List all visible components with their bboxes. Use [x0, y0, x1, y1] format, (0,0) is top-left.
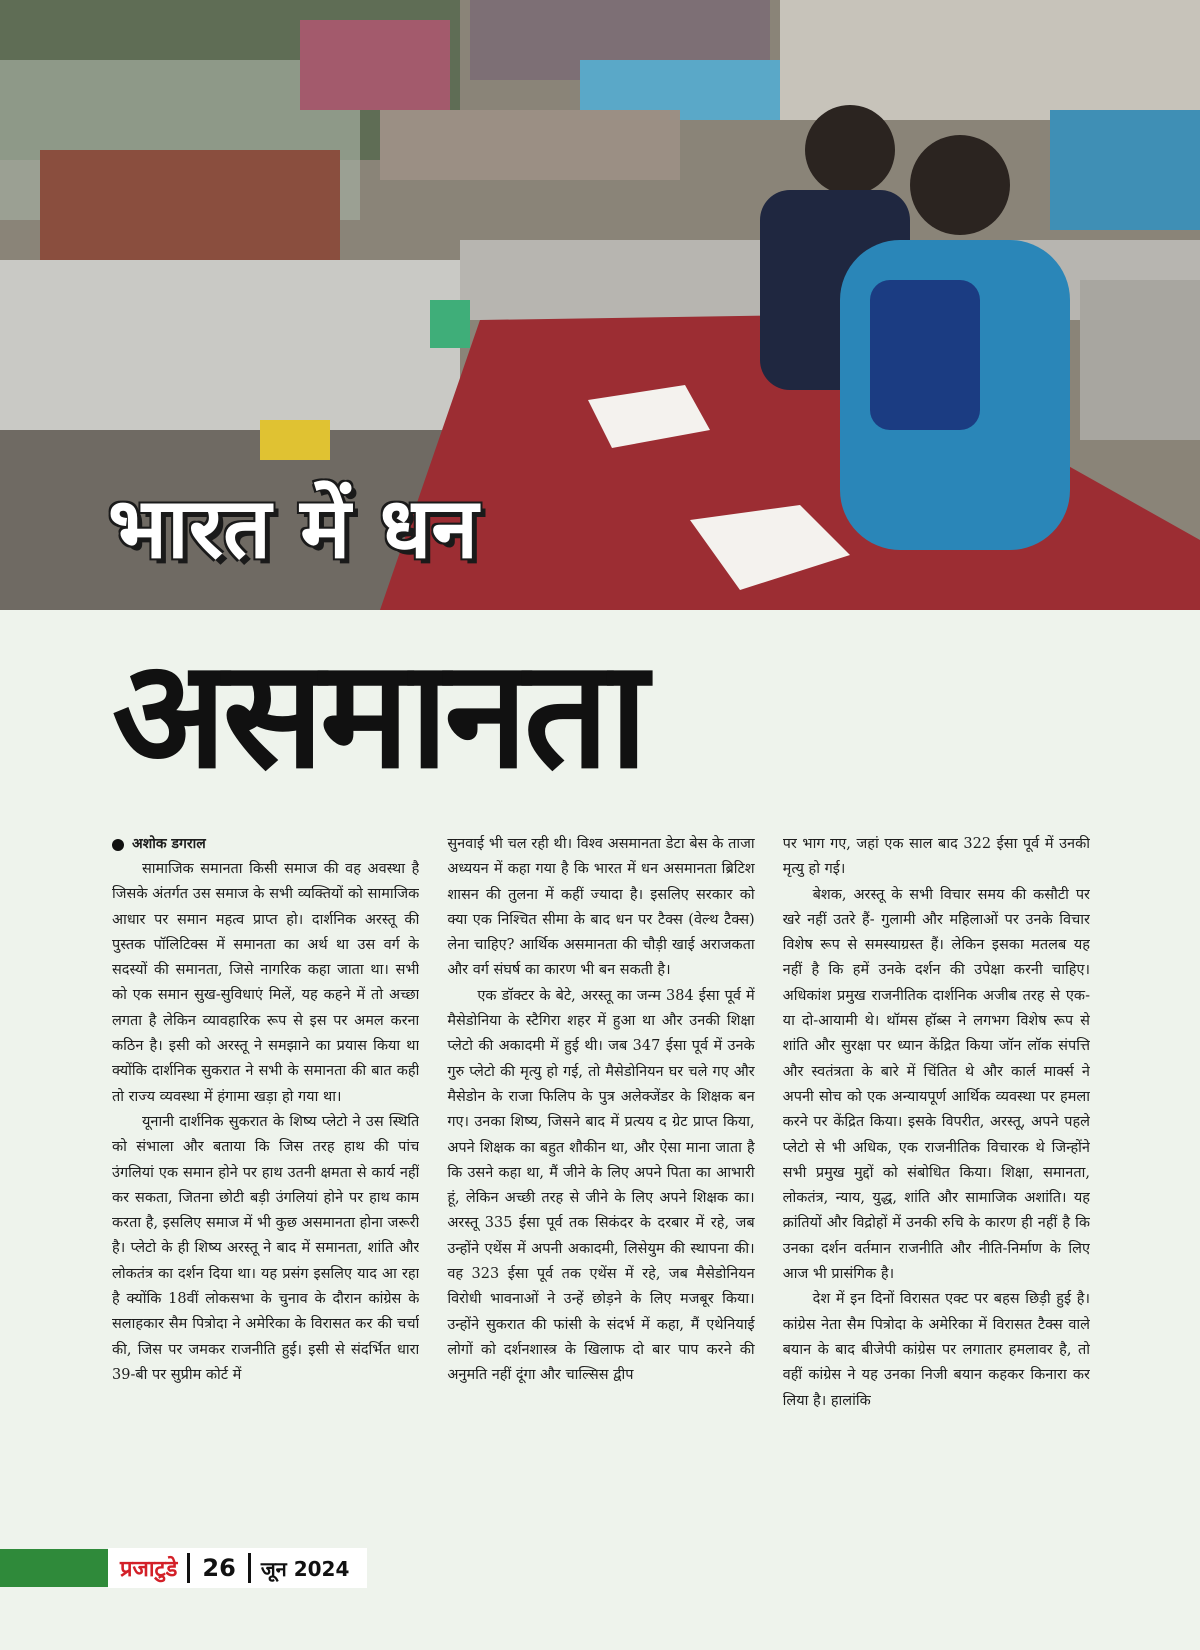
- headline-line-1: भारत में धन: [108, 479, 479, 577]
- headline-line-2: असमानता: [112, 628, 645, 802]
- article-body: [112, 832, 1090, 1512]
- paragraph: सामाजिक समानता किसी समाज की वह अवस्था है जिसके अंतर्गत उस समाज के सभी व्यक्तियों को सामाजिक आधार पर समान महत्व प्राप्त हो। दार्शनिक अरस्तू की पुस्तक पॉलिटिक्स में समानता का अर्थ था उस वर्ग के सदस्यों की समानता, जिसे नागरिक कहा जाता था। सभी को एक समान सुख-सुविधाएं मिलें, यह कहने में तो अच्छा लगता है लेकिन व्यावहारिक रूप से इस पर अमल करना कठिन है। इसी को अरस्तू ने समझाने का प्रयास किया था क्योंकि दार्शनिक सुकरात ने सभी के समानता की बात कही तो राज्य व्यवस्था में हंगामा खड़ा हो गया था।: [112, 861, 420, 1105]
- column-1: [112, 832, 419, 1512]
- bullet-icon: [112, 839, 124, 851]
- paragraph: एक डॉक्टर के बेटे, अरस्तू का जन्म 384 ईसा पूर्व में मैसेडोनिया के स्टैगिरा शहर में हुआ था और उनकी शिक्षा प्लेटो की अकादमी में हुई थी। जब 347 ईसा पूर्व में उनके गुरु प्लेटो की मृत्यु हो गई, तो मैसेडोनियन घर चले गए और मैसेडोन के राजा फिलिप के पुत्र अलेक्जेंडर के शिक्षक बन गए। उनका शिष्य, जिसने बाद में प्रत्यय द ग्रेट प्राप्त किया, अपने शिक्षक का बहुत शौकीन था, और ऐसा माना जाता है कि उसने कहा था, मैं जीने के लिए अपने पिता का आभारी हूं, लेकिन अच्छी तरह से जीने के लिए अपने शिक्षक का। अरस्तू 335 ईसा पूर्व तक सिकंदर के दरबार में रहे, जब उन्होंने एथेंस में अपनी अकादमी, लिसेयुम की स्थापना की। वह 323 ईसा पूर्व तक एथेंस में रहे, जब मैसेडोनियन विरोधी भावनाओं ने उन्हें छोड़ने के लिए मजबूर किया। उन्होंने सुकरात की फांसी के संदर्भ में कहा, मैं एथेनियाई लोगों को दर्शनशास्त्र के खिलाफ दो बार पाप करने की अनुमति नहीं दूंगा और चाल्सिस द्वीप: [447, 987, 755, 1384]
- hero-photo: [0, 0, 1200, 610]
- byline: [112, 832, 419, 857]
- paragraph: देश में इन दिनों विरासत एक्ट पर बहस छिड़ी हुई है। कांग्रेस नेता सैम पित्रोदा के अमेरिका में विरासत टैक्स वाले बयान के बाद बीजेपी कांग्रेस पर लगातार हमलावर है, तो वहीं कांग्रेस ने यह उनका निजी बयान कहकर किनारा कर लिया है। हालांकि: [782, 1291, 1090, 1409]
- paragraph: यूनानी दार्शनिक सुकरात के शिष्य प्लेटो ने उस स्थिति को संभाला और बताया कि जिस तरह हाथ की पांच उंगलियां एक समान होने पर हाथ उतनी क्षमता से कार्य नहीं कर सकता, जितना छोटी बड़ी उंगलियां होने पर हाथ काम करता है, इसलिए समाज में भी कुछ असमानता होना जरूरी है। प्लेटो के ही शिष्य अरस्तू ने बाद में समानता, शांति और लोकतंत्र का दर्शन दिया था। यह प्रसंग इसलिए याद आ रहा है क्योंकि 18वीं लोकसभा के चुनाव के दौरान कांग्रेस के सलाहकार सैम पित्रोदा ने अमेरिका के विरासत कर की चर्चा की, जिस पर जमकर राजनीति हुई। इसी से संदर्भित धारा 39-बी पर सुप्रीम कोर्ट में: [112, 1113, 420, 1383]
- page-number: 26: [202, 1554, 236, 1582]
- paragraph: सुनवाई भी चल रही थी। विश्व असमानता डेटा बेस के ताजा अध्ययन में कहा गया है कि भारत में धन असमानता ब्रिटिश शासन की तुलना में कहीं ज्यादा है। इसलिए सरकार को क्या एक निश्चित सीमा के बाद धन पर टैक्स (वेल्थ टैक्स) लेना चाहिए? आर्थिक असमानता की चौड़ी खाई अराजकता और वर्ग संघर्ष का कारण भी बन सकती है।: [447, 836, 755, 979]
- footer-label: [108, 1548, 367, 1588]
- footer-green-band: [0, 1549, 108, 1587]
- column-3: [783, 832, 1090, 1512]
- column-2: [447, 832, 754, 1512]
- page-footer: [0, 1548, 400, 1588]
- issue-date: जून 2024: [260, 1556, 350, 1581]
- paragraph: बेशक, अरस्तू के सभी विचार समय की कसौटी पर खरे नहीं उतरे हैं- गुलामी और महिलाओं पर उनके विचार विशेष रूप से समस्याग्रस्त हैं। लेकिन इसका मतलब यह नहीं है कि हमें उनके दर्शन की उपेक्षा करनी चाहिए। अधिकांश प्रमुख राजनीतिक दार्शनिक अजीब तरह से एक- या दो-आयामी थे। थॉमस हॉब्स ने लगभग विशेष रूप से शांति और सुरक्षा पर ध्यान केंद्रित किया जॉन लॉक संपत्ति और स्वतंत्रता के बारे में चिंतित थे और कार्ल मार्क्स ने अपनी सोच को एक अन्यायपूर्ण आर्थिक व्यवस्था पर हमला करने पर केंद्रित किया। इसके विपरीत, अरस्तू, अपने पहले प्लेटो से भी अधिक, एक राजनीतिक विचारक थे जिन्होंने सभी प्रमुख मुद्दों को संबोधित किया। शिक्षा, समानता, लोकतंत्र, न्याय, युद्ध, शांति और सामाजिक अशांति। यह क्रांतियों और विद्रोहों में उनकी रुचि के कारण ही नहीं है कि उनका दर्शन वर्तमान राजनीति और नीति-निर्माण के लिए आज भी प्रासंगिक है।: [782, 886, 1090, 1283]
- paragraph: पर भाग गए, जहां एक साल बाद 322 ईसा पूर्व में उनकी मृत्यु हो गई।: [782, 836, 1090, 878]
- magazine-logo: प्रजाटुडे: [120, 1557, 178, 1582]
- author-name: अशोक डगराल: [132, 836, 206, 852]
